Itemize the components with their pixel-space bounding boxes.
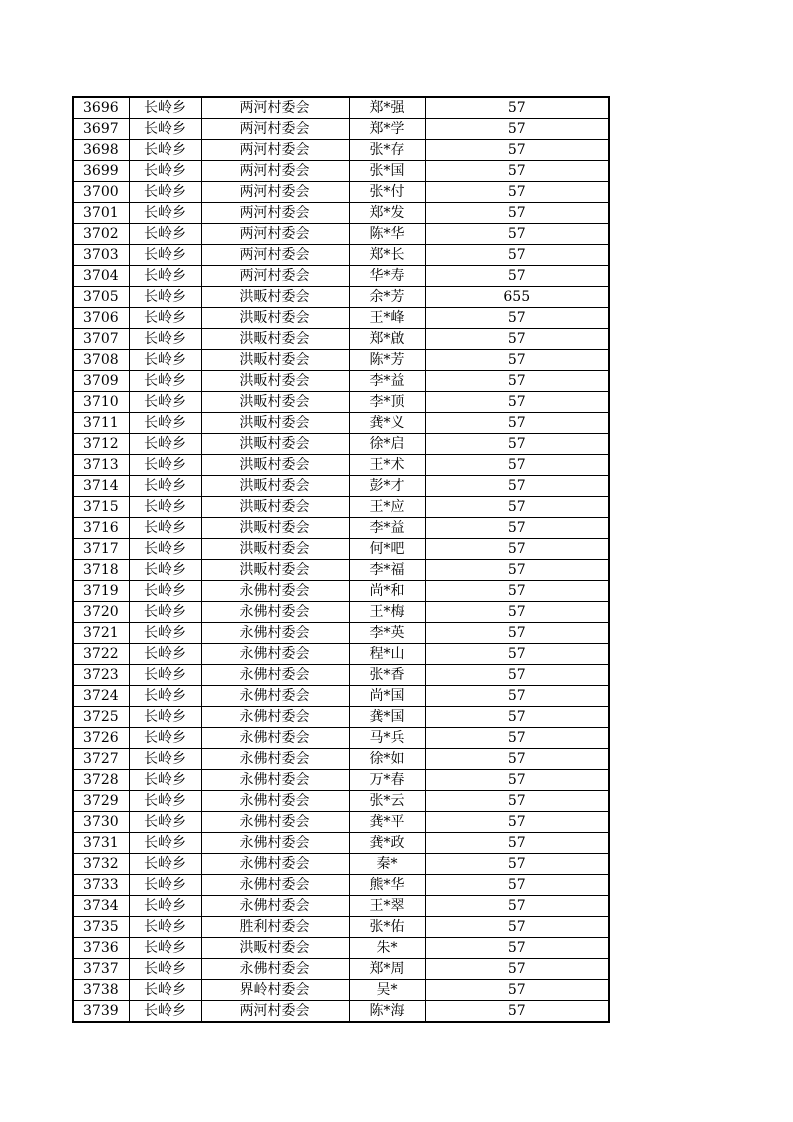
cell-serial-number: 3727 xyxy=(73,749,129,770)
cell-village-committee: 永佛村委会 xyxy=(201,854,349,875)
cell-village-committee: 永佛村委会 xyxy=(201,749,349,770)
cell-amount: 57 xyxy=(425,665,609,686)
cell-person-name: 秦* xyxy=(349,854,425,875)
cell-township: 长岭乡 xyxy=(129,182,201,203)
cell-village-committee: 两河村委会 xyxy=(201,224,349,245)
cell-township: 长岭乡 xyxy=(129,833,201,854)
cell-township: 长岭乡 xyxy=(129,140,201,161)
cell-person-name: 李*英 xyxy=(349,623,425,644)
cell-village-committee: 两河村委会 xyxy=(201,266,349,287)
cell-village-committee: 永佛村委会 xyxy=(201,686,349,707)
table-row xyxy=(73,665,609,686)
cell-village-committee: 洪畈村委会 xyxy=(201,938,349,959)
cell-serial-number: 3709 xyxy=(73,371,129,392)
cell-person-name: 郑*发 xyxy=(349,203,425,224)
cell-amount: 57 xyxy=(425,623,609,644)
cell-serial-number: 3708 xyxy=(73,350,129,371)
cell-village-committee: 洪畈村委会 xyxy=(201,560,349,581)
cell-serial-number: 3703 xyxy=(73,245,129,266)
table-row xyxy=(73,413,609,434)
cell-township: 长岭乡 xyxy=(129,266,201,287)
table-row xyxy=(73,497,609,518)
table-row xyxy=(73,455,609,476)
cell-person-name: 余*芳 xyxy=(349,287,425,308)
cell-person-name: 华*寿 xyxy=(349,266,425,287)
cell-serial-number: 3734 xyxy=(73,896,129,917)
cell-person-name: 郑*周 xyxy=(349,959,425,980)
records-table-body xyxy=(73,97,609,1022)
cell-township: 长岭乡 xyxy=(129,434,201,455)
cell-village-committee: 界岭村委会 xyxy=(201,980,349,1001)
cell-person-name: 张*付 xyxy=(349,182,425,203)
cell-township: 长岭乡 xyxy=(129,980,201,1001)
cell-serial-number: 3730 xyxy=(73,812,129,833)
cell-amount: 57 xyxy=(425,686,609,707)
cell-village-committee: 洪畈村委会 xyxy=(201,287,349,308)
cell-person-name: 龚*国 xyxy=(349,707,425,728)
table-row xyxy=(73,938,609,959)
cell-township: 长岭乡 xyxy=(129,97,201,119)
cell-amount: 57 xyxy=(425,329,609,350)
cell-township: 长岭乡 xyxy=(129,959,201,980)
table-row xyxy=(73,875,609,896)
cell-township: 长岭乡 xyxy=(129,938,201,959)
cell-township: 长岭乡 xyxy=(129,392,201,413)
cell-village-committee: 洪畈村委会 xyxy=(201,308,349,329)
cell-amount: 57 xyxy=(425,224,609,245)
cell-township: 长岭乡 xyxy=(129,371,201,392)
cell-township: 长岭乡 xyxy=(129,518,201,539)
cell-village-committee: 永佛村委会 xyxy=(201,665,349,686)
cell-serial-number: 3707 xyxy=(73,329,129,350)
cell-township: 长岭乡 xyxy=(129,161,201,182)
cell-person-name: 郑*学 xyxy=(349,119,425,140)
cell-village-committee: 洪畈村委会 xyxy=(201,455,349,476)
cell-person-name: 龚*政 xyxy=(349,833,425,854)
cell-village-committee: 永佛村委会 xyxy=(201,833,349,854)
cell-village-committee: 永佛村委会 xyxy=(201,791,349,812)
cell-amount: 57 xyxy=(425,97,609,119)
cell-village-committee: 胜利村委会 xyxy=(201,917,349,938)
cell-person-name: 李*益 xyxy=(349,518,425,539)
cell-township: 长岭乡 xyxy=(129,791,201,812)
cell-township: 长岭乡 xyxy=(129,854,201,875)
table-row xyxy=(73,854,609,875)
cell-person-name: 万*春 xyxy=(349,770,425,791)
cell-amount: 57 xyxy=(425,308,609,329)
table-row xyxy=(73,308,609,329)
table-row xyxy=(73,287,609,308)
cell-serial-number: 3728 xyxy=(73,770,129,791)
cell-serial-number: 3736 xyxy=(73,938,129,959)
cell-village-committee: 洪畈村委会 xyxy=(201,350,349,371)
cell-serial-number: 3721 xyxy=(73,623,129,644)
cell-serial-number: 3699 xyxy=(73,161,129,182)
cell-amount: 57 xyxy=(425,1001,609,1023)
cell-township: 长岭乡 xyxy=(129,245,201,266)
cell-serial-number: 3718 xyxy=(73,560,129,581)
cell-serial-number: 3717 xyxy=(73,539,129,560)
cell-serial-number: 3710 xyxy=(73,392,129,413)
cell-amount: 57 xyxy=(425,203,609,224)
cell-person-name: 程*山 xyxy=(349,644,425,665)
table-row xyxy=(73,224,609,245)
cell-person-name: 尚*国 xyxy=(349,686,425,707)
cell-person-name: 张*存 xyxy=(349,140,425,161)
cell-township: 长岭乡 xyxy=(129,602,201,623)
cell-township: 长岭乡 xyxy=(129,917,201,938)
table-row xyxy=(73,707,609,728)
table-row xyxy=(73,749,609,770)
cell-township: 长岭乡 xyxy=(129,1001,201,1023)
table-row xyxy=(73,728,609,749)
cell-serial-number: 3706 xyxy=(73,308,129,329)
cell-person-name: 徐*启 xyxy=(349,434,425,455)
cell-township: 长岭乡 xyxy=(129,308,201,329)
cell-serial-number: 3714 xyxy=(73,476,129,497)
cell-amount: 57 xyxy=(425,917,609,938)
cell-person-name: 陈*华 xyxy=(349,224,425,245)
cell-person-name: 郑*啟 xyxy=(349,329,425,350)
cell-person-name: 李*益 xyxy=(349,371,425,392)
cell-serial-number: 3735 xyxy=(73,917,129,938)
table-row xyxy=(73,329,609,350)
cell-township: 长岭乡 xyxy=(129,476,201,497)
cell-serial-number: 3698 xyxy=(73,140,129,161)
cell-amount: 57 xyxy=(425,791,609,812)
table-row xyxy=(73,581,609,602)
table-row xyxy=(73,560,609,581)
cell-village-committee: 永佛村委会 xyxy=(201,623,349,644)
table-row xyxy=(73,791,609,812)
cell-person-name: 李*福 xyxy=(349,560,425,581)
table-row xyxy=(73,434,609,455)
cell-township: 长岭乡 xyxy=(129,413,201,434)
cell-village-committee: 洪畈村委会 xyxy=(201,476,349,497)
table-row xyxy=(73,980,609,1001)
cell-person-name: 张*云 xyxy=(349,791,425,812)
cell-serial-number: 3712 xyxy=(73,434,129,455)
cell-amount: 57 xyxy=(425,896,609,917)
cell-amount: 57 xyxy=(425,413,609,434)
cell-township: 长岭乡 xyxy=(129,581,201,602)
cell-amount: 57 xyxy=(425,434,609,455)
cell-village-committee: 永佛村委会 xyxy=(201,896,349,917)
cell-amount: 57 xyxy=(425,476,609,497)
cell-township: 长岭乡 xyxy=(129,119,201,140)
table-row xyxy=(73,833,609,854)
cell-serial-number: 3696 xyxy=(73,97,129,119)
cell-person-name: 熊*华 xyxy=(349,875,425,896)
cell-serial-number: 3737 xyxy=(73,959,129,980)
cell-village-committee: 永佛村委会 xyxy=(201,707,349,728)
table-row xyxy=(73,161,609,182)
table-row xyxy=(73,350,609,371)
cell-township: 长岭乡 xyxy=(129,896,201,917)
cell-person-name: 张*香 xyxy=(349,665,425,686)
cell-serial-number: 3705 xyxy=(73,287,129,308)
cell-person-name: 彭*才 xyxy=(349,476,425,497)
cell-township: 长岭乡 xyxy=(129,644,201,665)
cell-village-committee: 两河村委会 xyxy=(201,182,349,203)
cell-township: 长岭乡 xyxy=(129,224,201,245)
cell-serial-number: 3739 xyxy=(73,1001,129,1023)
cell-person-name: 徐*如 xyxy=(349,749,425,770)
cell-village-committee: 永佛村委会 xyxy=(201,728,349,749)
cell-person-name: 吴* xyxy=(349,980,425,1001)
cell-village-committee: 两河村委会 xyxy=(201,245,349,266)
cell-serial-number: 3722 xyxy=(73,644,129,665)
records-table xyxy=(72,96,610,1023)
cell-amount: 57 xyxy=(425,938,609,959)
table-row xyxy=(73,686,609,707)
cell-village-committee: 永佛村委会 xyxy=(201,602,349,623)
cell-person-name: 朱* xyxy=(349,938,425,959)
cell-serial-number: 3731 xyxy=(73,833,129,854)
cell-person-name: 龚*平 xyxy=(349,812,425,833)
cell-person-name: 马*兵 xyxy=(349,728,425,749)
cell-amount: 57 xyxy=(425,959,609,980)
cell-village-committee: 洪畈村委会 xyxy=(201,413,349,434)
cell-amount: 57 xyxy=(425,140,609,161)
cell-township: 长岭乡 xyxy=(129,329,201,350)
cell-village-committee: 永佛村委会 xyxy=(201,581,349,602)
cell-township: 长岭乡 xyxy=(129,287,201,308)
table-row xyxy=(73,119,609,140)
cell-amount: 57 xyxy=(425,182,609,203)
cell-amount: 57 xyxy=(425,245,609,266)
table-row xyxy=(73,97,609,119)
cell-amount: 57 xyxy=(425,119,609,140)
cell-person-name: 张*国 xyxy=(349,161,425,182)
cell-village-committee: 永佛村委会 xyxy=(201,959,349,980)
cell-amount: 57 xyxy=(425,770,609,791)
cell-village-committee: 永佛村委会 xyxy=(201,770,349,791)
table-row xyxy=(73,203,609,224)
cell-village-committee: 洪畈村委会 xyxy=(201,329,349,350)
cell-serial-number: 3697 xyxy=(73,119,129,140)
cell-amount: 57 xyxy=(425,644,609,665)
cell-serial-number: 3715 xyxy=(73,497,129,518)
cell-person-name: 王*术 xyxy=(349,455,425,476)
cell-amount: 57 xyxy=(425,266,609,287)
cell-township: 长岭乡 xyxy=(129,875,201,896)
cell-township: 长岭乡 xyxy=(129,749,201,770)
cell-person-name: 龚*义 xyxy=(349,413,425,434)
cell-person-name: 陈*海 xyxy=(349,1001,425,1023)
cell-person-name: 王*峰 xyxy=(349,308,425,329)
cell-person-name: 陈*芳 xyxy=(349,350,425,371)
cell-amount: 57 xyxy=(425,833,609,854)
cell-village-committee: 两河村委会 xyxy=(201,1001,349,1023)
cell-village-committee: 洪畈村委会 xyxy=(201,392,349,413)
cell-person-name: 王*梅 xyxy=(349,602,425,623)
table-row xyxy=(73,140,609,161)
cell-serial-number: 3723 xyxy=(73,665,129,686)
cell-person-name: 李*顶 xyxy=(349,392,425,413)
cell-serial-number: 3702 xyxy=(73,224,129,245)
cell-amount: 655 xyxy=(425,287,609,308)
cell-person-name: 尚*和 xyxy=(349,581,425,602)
table-row xyxy=(73,371,609,392)
cell-township: 长岭乡 xyxy=(129,770,201,791)
cell-amount: 57 xyxy=(425,707,609,728)
cell-village-committee: 两河村委会 xyxy=(201,203,349,224)
table-row xyxy=(73,896,609,917)
cell-person-name: 王*应 xyxy=(349,497,425,518)
cell-amount: 57 xyxy=(425,392,609,413)
table-row xyxy=(73,623,609,644)
table-row xyxy=(73,770,609,791)
table-row xyxy=(73,245,609,266)
table-row xyxy=(73,959,609,980)
cell-village-committee: 洪畈村委会 xyxy=(201,518,349,539)
cell-village-committee: 永佛村委会 xyxy=(201,875,349,896)
cell-village-committee: 两河村委会 xyxy=(201,140,349,161)
cell-serial-number: 3725 xyxy=(73,707,129,728)
table-row xyxy=(73,476,609,497)
cell-township: 长岭乡 xyxy=(129,455,201,476)
cell-township: 长岭乡 xyxy=(129,665,201,686)
cell-amount: 57 xyxy=(425,161,609,182)
cell-serial-number: 3716 xyxy=(73,518,129,539)
cell-serial-number: 3733 xyxy=(73,875,129,896)
cell-amount: 57 xyxy=(425,854,609,875)
cell-township: 长岭乡 xyxy=(129,539,201,560)
cell-township: 长岭乡 xyxy=(129,203,201,224)
table-row xyxy=(73,392,609,413)
cell-amount: 57 xyxy=(425,497,609,518)
cell-amount: 57 xyxy=(425,602,609,623)
cell-amount: 57 xyxy=(425,518,609,539)
cell-village-committee: 洪畈村委会 xyxy=(201,539,349,560)
cell-amount: 57 xyxy=(425,350,609,371)
cell-village-committee: 洪畈村委会 xyxy=(201,371,349,392)
cell-serial-number: 3720 xyxy=(73,602,129,623)
cell-amount: 57 xyxy=(425,749,609,770)
cell-serial-number: 3738 xyxy=(73,980,129,1001)
cell-township: 长岭乡 xyxy=(129,560,201,581)
cell-township: 长岭乡 xyxy=(129,686,201,707)
table-row xyxy=(73,518,609,539)
cell-amount: 57 xyxy=(425,728,609,749)
cell-amount: 57 xyxy=(425,581,609,602)
cell-amount: 57 xyxy=(425,371,609,392)
cell-person-name: 郑*强 xyxy=(349,97,425,119)
table-row xyxy=(73,917,609,938)
cell-township: 长岭乡 xyxy=(129,497,201,518)
cell-township: 长岭乡 xyxy=(129,812,201,833)
cell-serial-number: 3719 xyxy=(73,581,129,602)
table-row xyxy=(73,182,609,203)
cell-amount: 57 xyxy=(425,812,609,833)
cell-serial-number: 3700 xyxy=(73,182,129,203)
cell-village-committee: 永佛村委会 xyxy=(201,812,349,833)
cell-serial-number: 3726 xyxy=(73,728,129,749)
table-row xyxy=(73,812,609,833)
table-row xyxy=(73,602,609,623)
cell-village-committee: 洪畈村委会 xyxy=(201,497,349,518)
cell-amount: 57 xyxy=(425,875,609,896)
cell-amount: 57 xyxy=(425,980,609,1001)
cell-serial-number: 3701 xyxy=(73,203,129,224)
cell-township: 长岭乡 xyxy=(129,350,201,371)
table-row xyxy=(73,266,609,287)
cell-village-committee: 两河村委会 xyxy=(201,161,349,182)
cell-serial-number: 3732 xyxy=(73,854,129,875)
table-row xyxy=(73,644,609,665)
cell-serial-number: 3704 xyxy=(73,266,129,287)
cell-township: 长岭乡 xyxy=(129,728,201,749)
table-row xyxy=(73,539,609,560)
cell-amount: 57 xyxy=(425,560,609,581)
cell-township: 长岭乡 xyxy=(129,623,201,644)
cell-amount: 57 xyxy=(425,455,609,476)
cell-person-name: 郑*长 xyxy=(349,245,425,266)
cell-village-committee: 两河村委会 xyxy=(201,97,349,119)
cell-person-name: 王*翠 xyxy=(349,896,425,917)
cell-person-name: 张*佑 xyxy=(349,917,425,938)
cell-serial-number: 3711 xyxy=(73,413,129,434)
cell-village-committee: 永佛村委会 xyxy=(201,644,349,665)
cell-village-committee: 两河村委会 xyxy=(201,119,349,140)
cell-village-committee: 洪畈村委会 xyxy=(201,434,349,455)
cell-serial-number: 3713 xyxy=(73,455,129,476)
cell-serial-number: 3724 xyxy=(73,686,129,707)
cell-township: 长岭乡 xyxy=(129,707,201,728)
cell-serial-number: 3729 xyxy=(73,791,129,812)
cell-amount: 57 xyxy=(425,539,609,560)
cell-person-name: 何*吧 xyxy=(349,539,425,560)
table-row xyxy=(73,1001,609,1023)
